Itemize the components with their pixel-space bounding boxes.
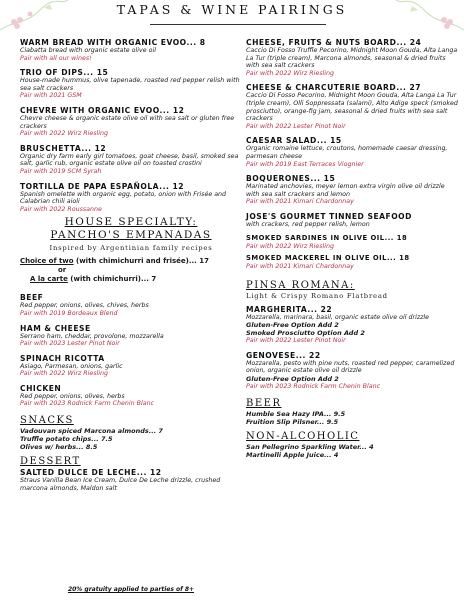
seafood-item: SMOKED MACKEREL IN OLIVE OIL... 18 Pair with 2021 Kimari Chardonnay [246, 254, 410, 271]
left-column [20, 38, 242, 492]
beer-item: Humble Sea Hazy IPA... 9.5 [246, 409, 346, 418]
empanada-choice-options: Choice of two (with chimichurri and frisée)... 17 or A la carte (with chimichurri)... 7 [20, 257, 209, 284]
pinsa-item: MARGHERITA... 22 Mozzarella, marinara, basil, organic estate olive oil drizzle Gluten-Free Option Add 2 Smoked Prosciutto Option Add 2 Pair with 2022 Lester Pinot Noir [246, 304, 430, 345]
snack-item: Vadouvan spiced Marcona almonds... 7 [20, 427, 163, 436]
snack-item: Olives w/ herbs... 8.5 [20, 443, 98, 452]
dessert-item-desc: Straus Vanilla Bean Ice Cream, Dulce De Leche drizzle, crushed marcona almonds, Maldon salt [20, 477, 221, 492]
menu-title: TAPAS & WINE PAIRINGS [116, 2, 348, 17]
menu-item: CAESAR SALAD... 15 Organic romaine lettuce, croutons, homemade caesar dressing, parmesan cheese Pair with 2019 East Terraces Viognier [246, 136, 448, 168]
right-column [246, 38, 458, 459]
menu-item: WARM BREAD WITH ORGANIC EVOO... 8 Ciabatta bread with organic estate olive oil Pair with all our wines! [20, 38, 206, 62]
menu-item: BRUSCHETTA... 12 Organic dry farm early girl tomatoes, goat cheese, basil, smoked sea salt, garlic rub, organic estate olive oil on toasted crostini Pair with 2019 SCM Syrah [20, 143, 239, 175]
empanadas-heading: HOUSE SPECIALTY: PANCHO'S EMPANADAS Inspired by Argentinian family recipes [49, 216, 213, 253]
beer-item: Fruition Slip Pilsner... 9.5 [246, 417, 339, 426]
pinsa-subheading: Light & Crispy Romano Flatbread [246, 291, 388, 300]
snack-item: Truffle potato chips... 7.5 [20, 435, 113, 444]
dessert-heading: DESSERT [20, 456, 81, 468]
menu-item: JOSE'S GOURMET TINNED SEAFOOD with crackers, red pepper relish, lemon [246, 211, 412, 228]
dessert-item-name: SALTED DULCE DE LECHE... 12 [20, 468, 162, 478]
gratuity-note: 20% gratuity applied to parties of 8+ [67, 586, 195, 593]
menu-item: BOQUERONES... 15 Marinated anchovies, meyer lemon extra virgin olive oil drizzle with sea salt crackers and lemon Pair with 2021 Kimari Chardonnay [246, 174, 445, 206]
empanada-item: SPINACH RICOTTA Asiago, Parmesan, onions, garlic Pair with 2022 Wirz Riesling [20, 353, 123, 378]
title-underline [150, 24, 326, 25]
menu-item: CHEESE & CHARCUTERIE BOARD... 27 Caccio Di Fosso Pecorino, Midnight Moon Gouda, Alta Langa La Tur (triple cream), Olli Soppressata (salami), Alto Adige speck (smoked prosciutto), orange-fig jam, seasonal & dried fruits with sea salt crackers Pair with 2022 Lester Pinot Noir [246, 83, 458, 130]
menu-item: CHEVRE WITH ORGANIC EVOO... 12 Chevre cheese & organic estate olive oil with sea salt or gluten free crackers Pair with 2022 Wirz Riesling [20, 105, 235, 138]
drink-item: Martinelli Apple Juice... 4 [246, 450, 339, 459]
empanada-item: CHICKEN Red pepper, onions, olives, herbs Pair with 2023 Rodnick Farm Chenin Blanc [20, 383, 155, 408]
menu-item: CHEESE, FRUITS & NUTS BOARD... 24 Caccio Di Fosso Truffle Pecorino, Midnight Moon Gouda, Alta Langa La Tur (triple cream), Marcona almonds, seasonal & dried fruits with sea salt crackers Pair with 2022 Wirz Riesling [246, 38, 458, 77]
seafood-item: SMOKED SARDINES IN OLIVE OIL... 18 Pair with 2022 Wirz Riesling [246, 233, 408, 250]
empanada-item: BEEF Red pepper, onions, olives, chives, herbs Pair with 2019 Bordeaux Blend [20, 293, 149, 317]
menu-item: TRIO OF DIPS... 15 House-made hummus, olive tapenade, roasted red pepper relish with sea salt crackers Pair with 2021 GSM [20, 68, 240, 100]
empanada-item: HAM & CHEESE Serrano ham, cheddar, provolone, mozzarella Pair with 2023 Lester Pinot Noir [20, 323, 164, 348]
pinsa-item: GENOVESE... 22 Mozzarella, pesto with pine nuts, roasted red pepper, caramelized onion, organic estate olive oil drizzle Gluten-Free Option Add 2 Pair with 2023 Rodnick Farm Chenin Blanc [246, 350, 455, 391]
drink-item: San Pellegrino Sparkling Water... 4 [246, 442, 374, 451]
snacks-heading: SNACKS [20, 415, 74, 427]
pinsa-heading: PINSA ROMANA: [246, 279, 355, 291]
non-alcoholic-heading: NON-ALCOHOLIC [246, 430, 360, 442]
beer-heading: BEER [246, 397, 282, 409]
menu-item: TORTILLA DE PAPA ESPAÑOLA... 12 Spanish omelette with organic egg, potato, onion with Frisée and Calabrian chili aioli Pair with 2022 Roussanne [20, 181, 227, 213]
